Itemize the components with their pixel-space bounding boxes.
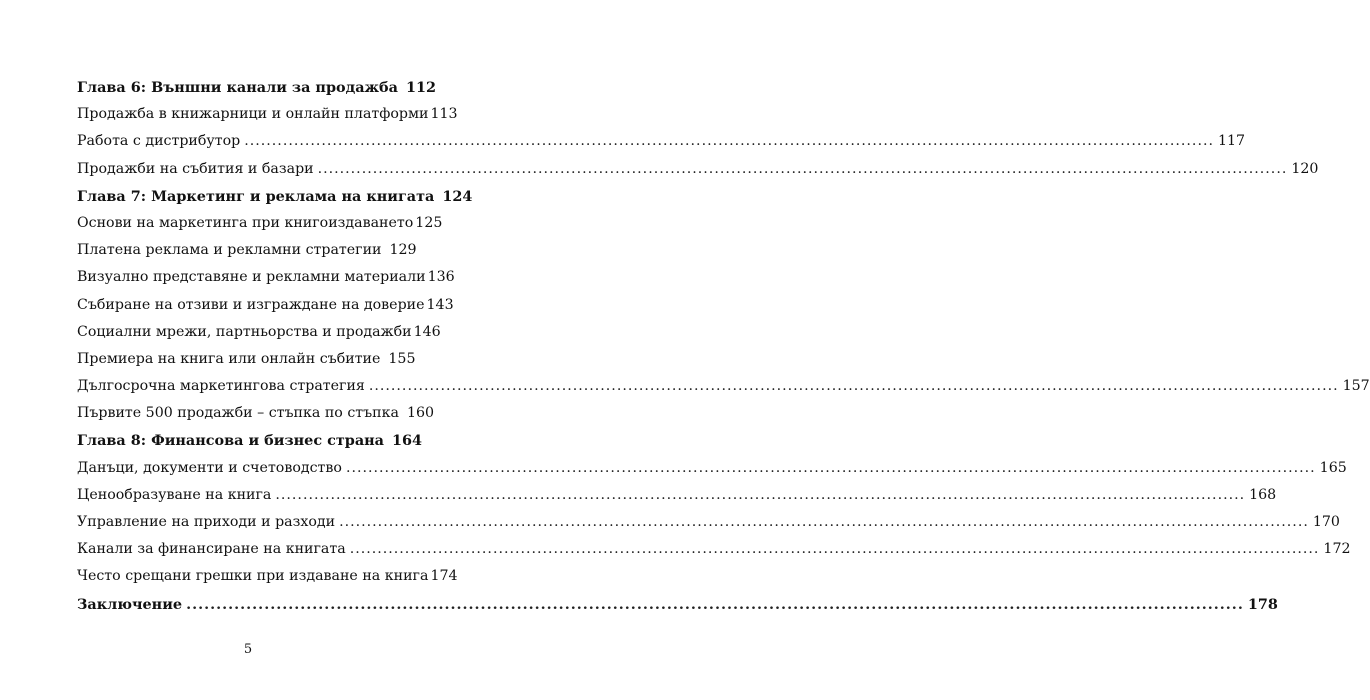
toc-entry[interactable] <box>77 346 415 373</box>
toc-entry[interactable] <box>77 101 458 128</box>
toc-entry-title: Данъци, документи и счетоводство <box>77 459 342 476</box>
toc-entry[interactable] <box>77 400 435 427</box>
toc-entry[interactable] <box>77 563 458 590</box>
toc-leader-dots <box>244 128 1214 155</box>
toc-entry-page: 164 <box>392 432 423 450</box>
toc-entry[interactable] <box>77 319 441 346</box>
toc-entry[interactable] <box>77 210 443 237</box>
toc-entry[interactable] <box>77 591 1278 618</box>
toc-entry-title: Първите 500 продажби – стъпка по стъпка <box>77 405 399 422</box>
toc-entry-title: Основи на маркетинга при книгоиздаването <box>77 214 414 231</box>
toc-entry-page: 143 <box>426 296 454 313</box>
toc-entry[interactable] <box>77 156 1319 183</box>
toc-entry-title: Глава 7: Маркетинг и реклама на книгата <box>77 187 435 205</box>
page-number: 5 <box>243 642 253 657</box>
toc-entry-title: Често срещани грешки при издаване на книга <box>77 568 429 585</box>
toc-entry-page: 146 <box>413 323 441 340</box>
toc-entry[interactable] <box>77 183 473 210</box>
toc-entry[interactable] <box>77 74 437 101</box>
toc-leader-dots <box>186 591 1244 618</box>
toc-entry-page: 172 <box>1323 541 1351 558</box>
toc-entry-page: 155 <box>388 350 416 367</box>
toc-entry-page: 112 <box>405 79 437 96</box>
toc-entry-page: 174 <box>430 568 458 585</box>
toc-entry-title: Премиера на книга или онлайн събитие <box>77 350 381 367</box>
table-of-contents <box>77 74 1370 618</box>
toc-entry-title: Канали за финансиране на книгата <box>77 541 346 558</box>
toc-entry-page: 170 <box>1312 514 1340 530</box>
toc-entry-page: 157 <box>1342 378 1370 395</box>
toc-leader-dots <box>275 482 1245 509</box>
toc-entry-title: Глава 8: Финансова и бизнес страна <box>77 432 385 450</box>
toc-entry-page: 117 <box>1217 133 1246 150</box>
toc-entry-title: Събиране на отзиви и изграждане на доверие <box>77 296 425 313</box>
toc-entry-title: Визуално представяне и рекламни материали <box>77 269 426 286</box>
toc-entry-title: Дългосрочна маркетингова стратегия <box>77 378 365 395</box>
toc-entry-title: Глава 6: Външни канали за продажба <box>77 79 398 96</box>
toc-leader-dots <box>339 509 1309 536</box>
toc-entry-page: 113 <box>430 106 458 123</box>
toc-entry[interactable] <box>77 509 1340 536</box>
toc-leader-dots <box>346 455 1316 482</box>
toc-entry[interactable] <box>77 482 1277 509</box>
toc-entry-page: 178 <box>1247 595 1278 613</box>
toc-entry-page: 129 <box>389 242 417 259</box>
toc-entry[interactable] <box>77 536 1351 563</box>
toc-leader-dots <box>318 156 1288 183</box>
toc-entry-title: Заключение <box>77 595 183 613</box>
toc-entry-title: Ценообразуване на книга <box>77 486 272 503</box>
toc-entry-title: Управление на приходи и разходи <box>77 514 336 530</box>
toc-entry-title: Продажби на събития и базари <box>77 160 314 177</box>
toc-leader-dots <box>369 373 1339 400</box>
toc-entry-title: Продажба в книжарници и онлайн платформи <box>77 106 429 123</box>
toc-entry-page: 168 <box>1249 486 1277 503</box>
toc-entry-title: Социални мрежи, партньорства и продажби <box>77 323 412 340</box>
toc-entry[interactable] <box>77 455 1347 482</box>
toc-entry-page: 120 <box>1291 160 1319 177</box>
toc-entry-title: Платена реклама и рекламни стратегии <box>77 242 382 259</box>
toc-entry[interactable] <box>77 292 454 319</box>
toc-entry[interactable] <box>77 264 455 291</box>
toc-entry[interactable] <box>77 373 1370 400</box>
toc-entry-page: 165 <box>1319 459 1347 476</box>
toc-entry[interactable] <box>77 128 1246 155</box>
toc-entry-page: 160 <box>406 405 435 422</box>
toc-entry-page: 124 <box>442 187 473 205</box>
toc-entry[interactable] <box>77 237 415 264</box>
toc-entry-page: 125 <box>415 214 443 231</box>
toc-entry[interactable] <box>77 427 423 454</box>
toc-leader-dots <box>350 536 1320 563</box>
toc-entry-page: 136 <box>427 269 455 286</box>
toc-entry-title: Работа с дистрибутор <box>77 133 241 150</box>
